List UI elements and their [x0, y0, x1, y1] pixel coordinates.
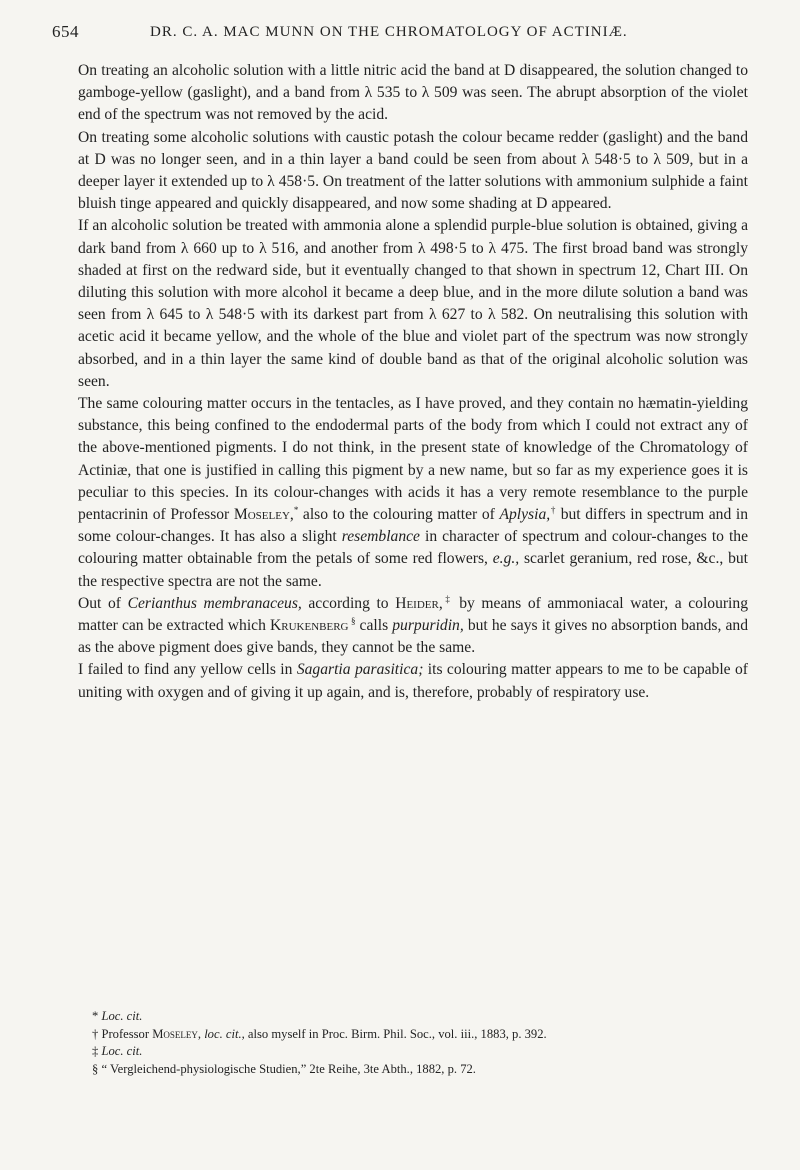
footnote-mark: ‡	[92, 1044, 102, 1058]
text-run: also to the colouring matter of	[298, 506, 500, 524]
species-sagartia: Sagartia parasitica;	[296, 661, 424, 679]
text-run: calls	[355, 617, 393, 635]
paragraph-caustic-potash: On treating some alcoholic solutions with caustic potash the colour became redder (gaslight) and the band at D was no longer seen, and in a thin layer a band could be seen from about λ 548·5 to λ 509, but in a deeper layer it extended up to λ 458·5. On treatment of the latter solutions with ammonium sulphide a faint bluish tinge appeared and quickly disappeared, and now some shading at D appeared.	[78, 128, 748, 213]
text-run: scarlet geranium, red rose, &c., but the respective spectra are not the same.	[78, 550, 748, 590]
paragraph-nitric-acid: On treating an alcoholic solution with a little nitric acid the band at D disappeared, the solution changed to gamboge-yellow (gaslight), and a band from λ 535 to λ 509 was seen. The abrupt absorption of the violet end of the spectrum was not removed by the acid.	[78, 62, 748, 124]
term-purpuridin: purpuridin,	[392, 617, 464, 635]
footnote-ref-1: *	[293, 504, 299, 515]
text-run: but differs in spectrum and in some colour-changes. It has also a slight	[78, 506, 749, 546]
text-run: The same colouring matter occurs in the tentacles, as I have proved, and they contain no hæmatin-yielding substance, this being confined to the endodermal parts of the body from which I could not extract any of the above-mentioned pigments. I do not think, in the present state of knowledge of the Chromatology of Actiniæ, that one is justified in calling this pigment by a new name, but so far as my experience goes it is peculiar to this species. In its colour-changes with acids it has a very remote resemblance to the purple pentacrinin of Professor	[78, 395, 748, 524]
footnote-4: § “ Vergleichend-physiologische Studien,” 2te Reihe, 3te Abth., 1882, p. 72.	[92, 1061, 476, 1076]
abbrev-eg: e.g.,	[492, 550, 520, 568]
author-moseley: Moseley,	[233, 506, 294, 524]
footnote-1	[92, 1008, 742, 1026]
paragraph-sagartia	[78, 659, 748, 703]
footnote-loc-cit: loc. cit.,	[204, 1026, 245, 1041]
footnote-text: Professor	[101, 1026, 153, 1041]
footnote-2	[92, 1026, 742, 1044]
paragraph-ammonia: If an alcoholic solution be treated with ammonia alone a splendid purple-blue solution is obtained, giving a dark band from λ 660 up to λ 516, and another from λ 498·5 to λ 475. The first broad band was strongly shaded at first on the redward side, but it eventually changed to that shown in spectrum 12, Chart III. On diluting this solution with more alcohol it became a deep blue, and in the more dilute solution a band was seen from λ 645 to λ 548·5 with its darkest part from λ 627 to λ 582. On neutralising this solution with acetic acid it became yellow, and the whole of the blue and violet part of the spectrum was now strongly absorbed, and in a thin layer the same kind of double band as that of the original alcoholic solution was seen.	[78, 217, 748, 390]
text-run: by means of ammoniacal water, a colouring matter can be extracted which	[78, 594, 748, 635]
text-run: but he says it gives no absorption bands, and as the above pigment does give bands, they cannot be the same.	[78, 617, 749, 657]
footnote-author: Moseley,	[152, 1026, 202, 1041]
footnote-ref-4: §	[348, 615, 356, 626]
footnote-mark: *	[92, 1009, 102, 1023]
footnote-3	[92, 1043, 742, 1061]
running-head: DR. C. A. MAC MUNN ON THE CHROMATOLOGY OF ACTINIÆ.	[150, 24, 628, 40]
footnote-mark: †	[92, 1026, 102, 1041]
footnote-ref-2: †	[550, 504, 557, 515]
footnote-text: Loc. cit.	[101, 1044, 143, 1058]
text-run: according to	[301, 594, 396, 612]
genus-aplysia: Aplysia,	[499, 506, 551, 524]
author-heider: Heider,	[395, 594, 443, 612]
text-run: in character of spectrum and colour-changes to the colouring matter obtainable from the petals of some red flowers,	[78, 528, 748, 568]
emphasis-resemblance: resemblance	[341, 528, 420, 546]
paragraph-tentacles	[78, 393, 748, 593]
page-number: 654	[52, 22, 79, 41]
footnote-text: Loc. cit.	[101, 1009, 143, 1023]
footnotes	[92, 1008, 742, 1078]
text-run: I failed to find any yellow cells in	[78, 661, 297, 679]
text-run: its colouring matter appears to me to be capable of uniting with oxygen and of giving it up again, and is, therefore, probably of respiratory use.	[78, 661, 748, 701]
text-run: Out of	[78, 594, 128, 612]
species-cerianthus: Cerianthus membranaceus,	[127, 594, 302, 612]
author-krukenberg: Krukenberg	[269, 617, 349, 635]
body-text	[78, 60, 748, 704]
paragraph-cerianthus	[78, 593, 748, 660]
footnote-text: also myself in Proc. Birm. Phil. Soc., vol. iii., 1883, p. 392.	[244, 1026, 547, 1041]
footnote-ref-3: ‡	[442, 593, 453, 604]
